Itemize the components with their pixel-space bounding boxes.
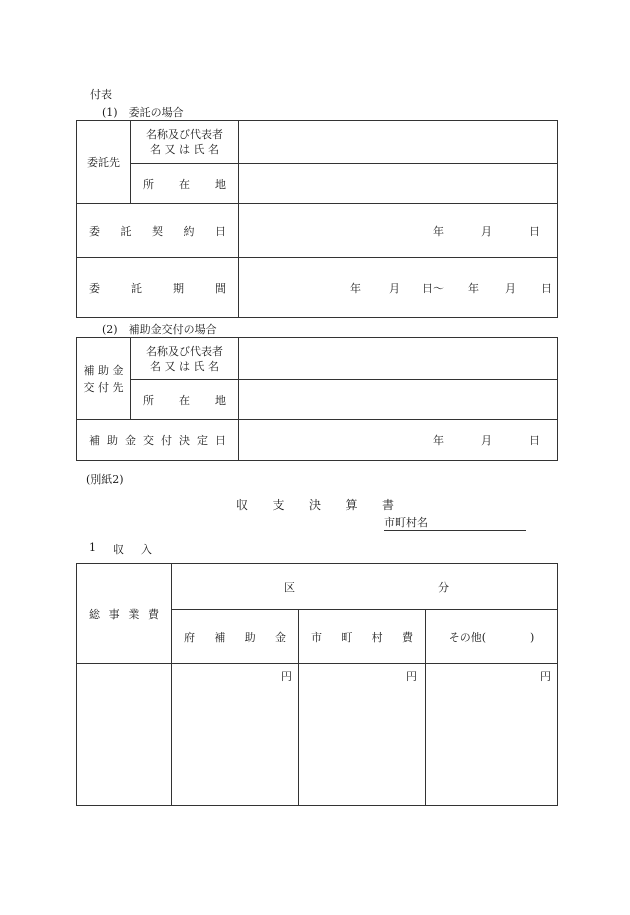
label-char: 助	[107, 434, 118, 447]
label-char: 区	[284, 580, 295, 594]
address-label	[131, 164, 239, 204]
label-char: 間	[215, 281, 226, 295]
label-char: 契	[152, 224, 163, 238]
label-char: 委	[89, 224, 100, 238]
label-char: 委	[89, 281, 100, 295]
date-unit: 月	[481, 224, 492, 238]
section1-heading: (1) 委託の場合	[102, 106, 184, 119]
date-unit: 年	[350, 281, 361, 295]
date-unit: 年	[468, 281, 479, 295]
appendix-label: (別紙2)	[86, 473, 124, 486]
contractor-address-value	[239, 164, 558, 204]
attachment-label: 付表	[90, 88, 112, 101]
period-label	[77, 258, 239, 318]
label-char: 業	[128, 607, 140, 621]
date-unit: 年	[433, 434, 444, 447]
date-unit: 月	[481, 434, 492, 447]
label-char: 付	[161, 434, 172, 447]
date-unit: 日	[541, 281, 552, 295]
subsidy-table	[76, 337, 558, 461]
label-char: 在	[179, 393, 190, 407]
label-char: 在	[179, 177, 190, 191]
municipal-cost-value: 円	[299, 664, 426, 806]
date-unit: 日～	[422, 281, 444, 295]
doc-title	[236, 496, 394, 513]
title-char: 収	[236, 498, 249, 512]
label-char: 府	[184, 630, 195, 644]
date-unit: 月	[505, 281, 516, 295]
label-char: 託	[120, 224, 132, 238]
recipient-address-value	[239, 380, 558, 420]
label-char: 市	[311, 630, 322, 644]
section2-heading: (2) 補助金交付の場合	[102, 323, 217, 336]
municipality-label: 市町村名	[384, 514, 526, 531]
date-unit: 年	[433, 224, 444, 238]
date-unit: 日	[529, 224, 540, 238]
label-char: 金	[125, 434, 136, 447]
label-char: 決	[179, 434, 190, 447]
prefecture-subsidy-value: 円	[172, 664, 299, 806]
label-char: 地	[215, 177, 226, 191]
contract-date-label	[77, 204, 239, 258]
period-value	[239, 258, 558, 318]
title-char: 支	[272, 498, 285, 512]
label-char: 町	[341, 630, 353, 644]
title-char: 書	[381, 498, 394, 512]
other-value: 円	[426, 664, 558, 806]
label-char: 託	[131, 281, 142, 295]
consignment-table	[76, 120, 558, 318]
other-label: その他( )	[426, 610, 558, 664]
label-char: 補	[89, 434, 100, 447]
label-char: 交	[143, 434, 154, 447]
heading-char: 1	[89, 541, 96, 554]
label-char: 費	[401, 630, 413, 644]
heading-char: 収	[113, 543, 124, 556]
contractor-name-value	[239, 121, 558, 164]
category-label	[172, 564, 558, 610]
decision-date-value	[239, 420, 558, 461]
name-label: 名称及び代表者 名 又 は 氏 名	[131, 338, 239, 380]
label-char: 村	[371, 630, 383, 644]
contract-date-value	[239, 204, 558, 258]
prefecture-subsidy-label	[172, 610, 299, 664]
label-char: 約	[183, 224, 195, 238]
label-char: 助	[244, 630, 256, 644]
label-char: 地	[215, 393, 226, 407]
decision-date-label	[77, 420, 239, 461]
label-char: 事	[108, 607, 120, 621]
label-char: 所	[143, 393, 154, 407]
label-char: 費	[147, 607, 159, 621]
recipient-label: 補 助 金 交 付 先	[77, 338, 131, 420]
recipient-name-value	[239, 338, 558, 380]
label-char: 定	[197, 434, 208, 447]
name-label: 名称及び代表者 名 又 は 氏 名	[131, 121, 239, 164]
date-unit: 日	[529, 434, 540, 447]
total-cost-value	[77, 664, 172, 806]
date-unit: 月	[389, 281, 400, 295]
title-char: 算	[345, 498, 358, 512]
total-cost-label	[77, 564, 172, 664]
contractor-label: 委託先	[77, 121, 131, 204]
label-char: 補	[214, 630, 226, 644]
label-char: 金	[274, 630, 286, 644]
address-label	[131, 380, 239, 420]
title-char: 決	[308, 498, 321, 512]
label-char: 日	[215, 224, 226, 238]
income-table	[76, 563, 558, 806]
label-char: 期	[173, 281, 184, 295]
label-char: 分	[438, 580, 449, 594]
municipal-cost-label	[299, 610, 426, 664]
heading-char: 入	[141, 543, 152, 556]
label-char: 日	[215, 434, 226, 447]
label-char: 総	[89, 607, 100, 621]
label-char: 所	[143, 177, 154, 191]
